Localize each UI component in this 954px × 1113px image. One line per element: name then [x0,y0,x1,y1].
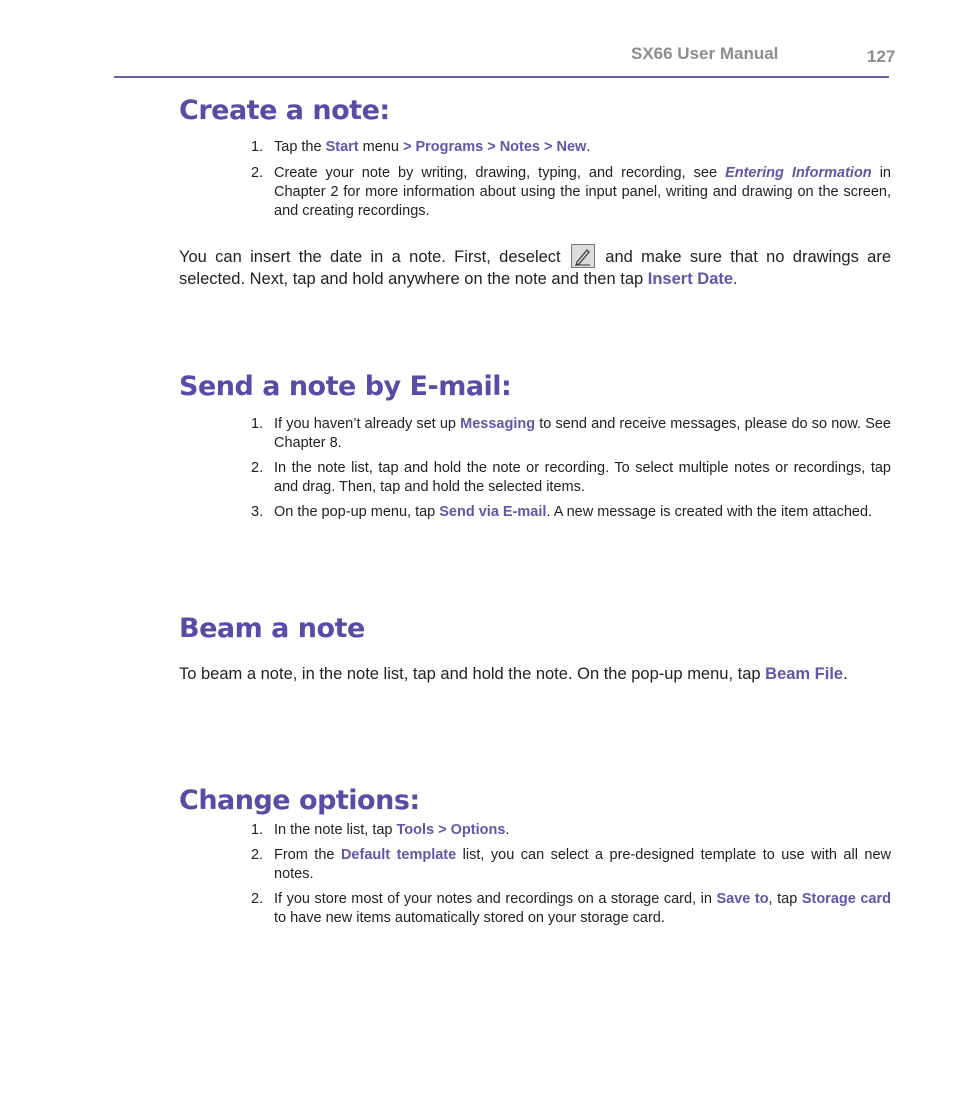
item-number: 2. [251,891,264,907]
send-via-email-link[interactable]: Send via E-mail [439,504,547,520]
header-rule [114,76,889,78]
item-number: 2. [251,460,264,476]
item-text: In the note list, tap and hold the note or recording. To select multiple notes or recordings, tap and drag. Then, tap and hold the selected items. [274,460,891,495]
item-text: If you store most of your notes and recordings on a storage card, in Save to, tap Storage card to have new items automatically stored on your storage card. [274,891,891,926]
list-item [251,503,891,522]
list-item [251,415,891,453]
item-number: 1. [251,416,264,432]
item-text: From the Default template list, you can select a pre-designed template to use with all new notes. [274,847,891,882]
entering-information-link[interactable]: Entering Information [725,165,872,181]
list-item [251,846,891,884]
heading-beam-note: Beam a note [179,613,365,644]
item-number: 2. [251,165,264,181]
item-text: In the note list, tap Tools > Options. [274,822,510,838]
start-menu-link[interactable]: Start [325,139,359,155]
item-text: Create your note by writing, drawing, typing, and recording, see Entering Information in Chapter 2 for more information about using the input panel, writing and drawing on the screen, and creating recordings. [274,165,891,219]
list-item [251,459,891,497]
item-number: 2. [251,847,264,863]
item-number: 1. [251,822,264,838]
heading-change-options: Change options: [179,785,420,816]
default-template-link[interactable]: Default template [340,847,457,863]
item-text: If you haven’t already set up Messaging to send and receive messages, please do so now. See Chapter 8. [274,416,891,451]
insert-date-paragraph: You can insert the date in a note. First, deselect and make sure that no drawings are selected. Next, tap and hold anywhere on the note and then tap Insert Date. [179,244,891,290]
heading-send-email: Send a note by E-mail: [179,371,512,402]
pen-icon [571,244,595,268]
programs-notes-new-link[interactable]: > Programs > Notes > New [402,139,587,155]
header-title: SX66 User Manual [631,44,779,63]
insert-date-link[interactable]: Insert Date [647,270,734,288]
item-text: On the pop-up menu, tap Send via E-mail. A new message is created with the item attached. [274,504,873,520]
list-item [251,164,891,221]
heading-create-note: Create a note: [179,95,390,126]
list-item [251,821,891,840]
item-number: 3. [251,504,264,520]
messaging-link[interactable]: Messaging [460,416,536,432]
list-item [251,890,891,928]
beam-paragraph: To beam a note, in the note list, tap and hold the note. On the pop-up menu, tap Beam File. [179,665,848,683]
storage-card-link[interactable]: Storage card [801,891,891,907]
beam-file-link[interactable]: Beam File [765,665,844,683]
item-text: Tap the Start menu > Programs > Notes > New. [274,139,591,155]
page-number: 127 [867,47,896,66]
save-to-link[interactable]: Save to [716,891,769,907]
tools-options-link[interactable]: Tools > Options [396,822,506,838]
list-item [251,138,891,157]
item-number: 1. [251,139,264,155]
